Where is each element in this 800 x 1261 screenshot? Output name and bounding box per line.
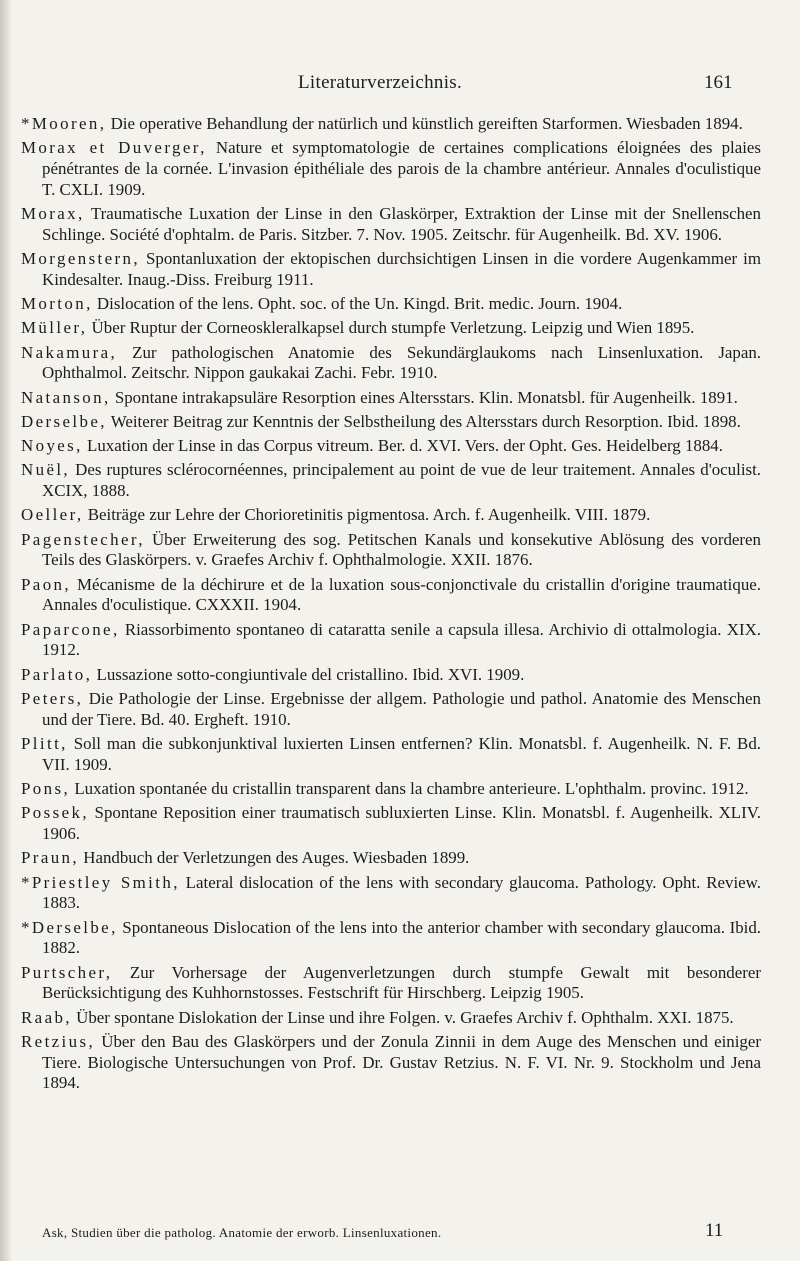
bibliography-entry	[21, 294, 761, 315]
bibliography-entry	[21, 575, 761, 616]
entry-text: Handbuch der Verletzungen des Auges. Wiesbaden 1899.	[79, 848, 470, 868]
entry-author: Nakamura,	[21, 342, 118, 362]
entry-author: *Mooren,	[21, 114, 107, 133]
entry-author: Natanson,	[21, 387, 111, 407]
entry-text: Die operative Behandlung der natürlich und künstlich gereiften Starformen. Wiesbaden 1894.	[106, 114, 743, 133]
header-title: Literaturverzeichnis.	[298, 72, 463, 93]
entry-author: Plitt,	[21, 734, 68, 754]
bibliography-entry	[21, 1008, 761, 1029]
bibliography-list	[21, 114, 761, 1098]
entry-text: Dislocation of the lens. Opht. soc. of the Un. Kingd. Brit. medic. Journ. 1904.	[92, 294, 623, 313]
entry-author: *Priestley Smith,	[21, 872, 180, 892]
entry-text: Lateral dislocation of the lens with secondary glaucoma. Pathology. Opht. Review. 1883.	[42, 872, 761, 913]
entry-author: Morax,	[21, 204, 85, 223]
bibliography-entry	[21, 343, 761, 384]
running-header	[0, 72, 800, 96]
entry-author: Morax et Duverger,	[21, 138, 207, 158]
entry-text: Riassorbimento spontaneo di cataratta senile a capsula illesa. Archivio di ottalmologia. XIX. 1912.	[42, 619, 761, 660]
bibliography-entry	[21, 689, 761, 730]
signature-mark: 11	[705, 1220, 724, 1241]
entry-author: Paon,	[21, 574, 72, 594]
bibliography-entry	[21, 918, 761, 959]
entry-text: Spontane intrakapsuläre Resorption eines Altersstars. Klin. Monatsbl. für Augenheilk. 1891.	[110, 387, 738, 407]
entry-author: Pagenstecher,	[21, 529, 145, 549]
entry-author: Morgenstern,	[21, 249, 141, 268]
entry-text: Weiterer Beitrag zur Kenntnis der Selbstheilung des Altersstars durch Resorption. Ibid. 1898.	[106, 411, 741, 431]
bibliography-entry	[21, 873, 761, 914]
entry-text: Spontane Reposition einer traumatisch subluxierten Linse. Klin. Monatsbl. f. Augenheilk. XLIV. 1906.	[42, 803, 761, 844]
entry-text: Über Erweiterung des sog. Petitschen Kanals und konsekutive Ablösung des vorderen Teils des Glaskörpers. v. Graefes Archiv f. Ophthalmologie. XXII. 1876.	[42, 529, 761, 570]
footer-text: Ask, Studien über die patholog. Anatomie der erworb. Linsenluxationen.	[42, 1225, 442, 1240]
bibliography-entry	[21, 412, 761, 433]
entry-text: Spontanluxation der ektopischen durchsichtigen Linsen in die vordere Augenkammer im Kindesalter. Inaug.-Diss. Freiburg 1911.	[42, 249, 761, 289]
entry-text: Mécanisme de la déchirure et de la luxation sous-conjonctivale du cristallin d'origine traumatique. Annales d'oculistique. CXXXII. 1904.	[42, 574, 761, 615]
entry-text: Die Pathologie der Linse. Ergebnisse der allgem. Pathologie und pathol. Anatomie des Menschen und der Tiere. Bd. 40. Ergheft. 1910.	[42, 689, 761, 729]
entry-author: Morton,	[21, 294, 93, 313]
bibliography-entry	[21, 249, 761, 290]
bibliography-entry	[21, 530, 761, 571]
entry-author: Pons,	[21, 779, 71, 799]
entry-text: Zur Vorhersage der Augenverletzungen durch stumpfe Gewalt mit besonderer Berücksichtigung des Kuhhornstosses. Festschrift für Hirschberg. Leipzig 1905.	[42, 962, 761, 1003]
entry-text: Über Ruptur der Corneoskleralkapsel durch stumpfe Verletzung. Leipzig und Wien 1895.	[87, 318, 695, 338]
entry-author: Purtscher,	[21, 962, 113, 982]
entry-author: Praun,	[21, 848, 80, 868]
entry-author: Peters,	[21, 689, 84, 709]
entry-text: Traumatische Luxation der Linse in den Glaskörper, Extraktion der Linse mit der Snellenschen Schlinge. Société d'ophtalm. de Paris. Sitzber. 7. Nov. 1905. Zeitschr. für Augenheilk. Bd. XV. 1906.	[42, 204, 761, 244]
bibliography-entry	[21, 848, 761, 869]
entry-text: Des ruptures sclérocornéennes, principalement au point de vue de leur traitement. Annales d'oculist. XCIX, 1888.	[42, 460, 761, 501]
entry-author: *Derselbe,	[21, 917, 118, 937]
bibliography-entry	[21, 779, 761, 800]
bibliography-entry	[21, 963, 761, 1004]
entry-text: Über den Bau des Glaskörpers und der Zonula Zinnii in dem Auge des Menschen und einiger Tiere. Biologische Untersuchungen von Prof. Dr. Gustav Retzius. N. F. VI. Nr. 9. Stockholm und Jena 1894.	[42, 1031, 761, 1093]
entry-text: Luxation spontanée du cristallin transparent dans la chambre anterieure. L'ophthalm. provinc. 1912.	[70, 779, 749, 799]
bibliography-entry	[21, 505, 761, 526]
entry-author: Raab,	[21, 1007, 72, 1027]
entry-author: Müller,	[21, 318, 88, 338]
bibliography-entry	[21, 803, 761, 844]
entry-text: Luxation der Linse in das Corpus vitreum. Ber. d. XVI. Vers. der Opht. Ges. Heidelberg 1884.	[82, 436, 723, 456]
page-footer	[42, 1220, 742, 1241]
entry-text: Beiträge zur Lehre der Chorioretinitis pigmentosa. Arch. f. Augenheilk. VIII. 1879.	[83, 505, 651, 525]
bibliography-entry	[21, 1032, 761, 1094]
entry-author: Possek,	[21, 803, 89, 823]
entry-author: Retzius,	[21, 1031, 96, 1051]
bibliography-entry	[21, 388, 761, 409]
entry-text: Zur pathologischen Anatomie des Sekundärglaukoms nach Linsenluxation. Japan. Ophthalmol. Zeitschr. Nippon gaukakai Zachi. Febr. 1910.	[42, 342, 761, 383]
bibliography-entry	[21, 734, 761, 775]
bibliography-entry	[21, 460, 761, 501]
entry-text: Spontaneous Dislocation of the lens into the anterior chamber with secondary glaucoma. Ibid. 1882.	[42, 917, 761, 958]
bibliography-entry	[21, 620, 761, 661]
bibliography-entry	[21, 318, 761, 339]
bibliography-entry	[21, 204, 761, 245]
page-binding-edge	[0, 0, 12, 1261]
entry-text: Nature et symptomatologie de certaines complications éloignées des plaies pénétrantes de la cornée. L'invasion épithéliale des parois de la chambre antérieur. Annales d'oculistique T. CXLI. 1909.	[42, 138, 761, 199]
entry-author: Derselbe,	[21, 411, 107, 431]
bibliography-entry	[21, 665, 761, 686]
entry-author: Parlato,	[21, 664, 93, 684]
entry-text: Lussazione sotto-congiuntivale del cristallino. Ibid. XVI. 1909.	[92, 664, 525, 684]
entry-text: Soll man die subkonjunktival luxierten Linsen entfernen? Klin. Monatsbl. f. Augenheilk. N. F. Bd. VII. 1909.	[42, 734, 761, 774]
bibliography-entry	[21, 436, 761, 457]
entry-text: Über spontane Dislokation der Linse und ihre Folgen. v. Graefes Archiv f. Ophthalm. XXI. 1875.	[71, 1007, 734, 1027]
bibliography-entry	[21, 138, 761, 200]
bibliography-entry	[21, 114, 761, 135]
entry-author: Paparcone,	[21, 619, 120, 639]
entry-author: Oeller,	[21, 505, 84, 525]
entry-author: Nuël,	[21, 460, 71, 480]
page-number: 161	[704, 72, 733, 93]
entry-author: Noyes,	[21, 436, 83, 456]
